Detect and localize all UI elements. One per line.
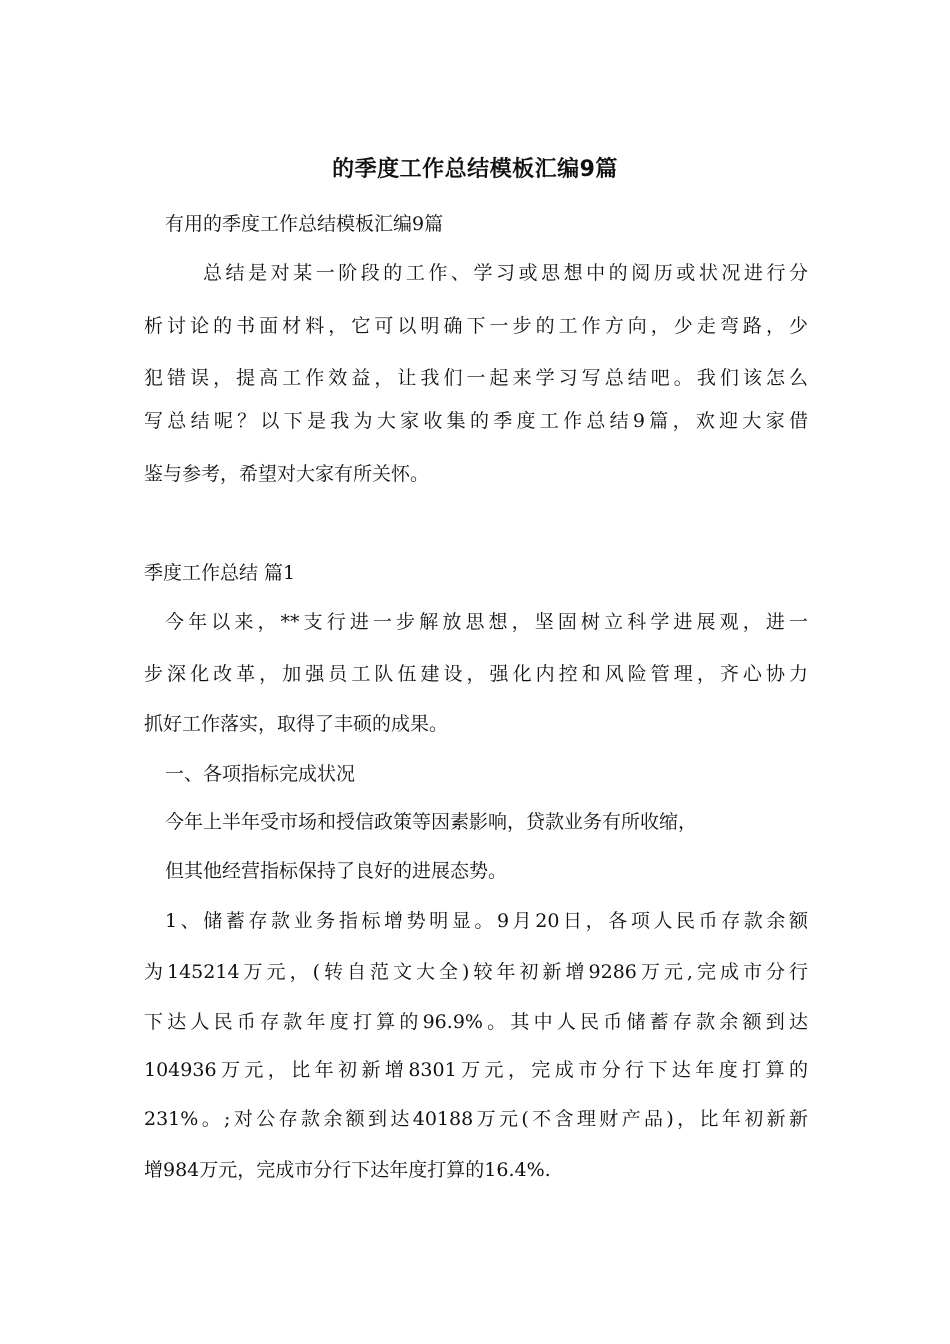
body-line: 但其他经营指标保持了良好的进展态势。: [165, 860, 508, 882]
body-line: 今年上半年受市场和授信政策等因素影响，贷款业务有所收缩，: [165, 811, 698, 833]
intro-line: 犯错误，提高工作效益，让我们一起来学习写总结吧。我们该怎么: [144, 367, 808, 389]
intro-line: 总结是对某一阶段的工作、学习或思想中的阅历或状况进行分: [203, 262, 808, 284]
body-line: 增984万元，完成市分行下达年度打算的16.4%.: [144, 1159, 551, 1181]
subheading: 一、各项指标完成状况: [165, 763, 356, 785]
body-line: 今年以来，**支行进一步解放思想，坚固树立科学进展观，进一: [165, 611, 808, 633]
body-line: 下达人民币存款年度打算的96.9%。其中人民币储蓄存款余额到达: [144, 1011, 808, 1033]
intro-line: 写总结呢？以下是我为大家收集的季度工作总结9篇，欢迎大家借: [144, 410, 808, 432]
body-line: 231%。;对公存款余额到达40188万元(不含理财产品)，比年初新新: [144, 1108, 808, 1130]
intro-line: 析讨论的书面材料，它可以明确下一步的工作方向，少走弯路，少: [144, 315, 808, 337]
body-line: 为145214万元，(转自范文大全)较年初新增9286万元,完成市分行: [144, 961, 808, 983]
intro-line: 鉴与参考，希望对大家有所关怀。: [144, 463, 430, 485]
document-subtitle: 有用的季度工作总结模板汇编9篇: [165, 213, 444, 235]
body-line: 1、储蓄存款业务指标增势明显。9月20日，各项人民币存款余额: [165, 910, 808, 932]
body-line: 抓好工作落实，取得了丰硕的成果。: [144, 713, 449, 735]
document-title: 的季度工作总结模板汇编9篇: [332, 157, 618, 182]
section-heading: 季度工作总结 篇1: [144, 562, 296, 584]
body-line: 步深化改革，加强员工队伍建设，强化内控和风险管理，齐心协力: [144, 663, 808, 685]
body-line: 104936万元，比年初新增8301万元，完成市分行下达年度打算的: [144, 1059, 808, 1081]
